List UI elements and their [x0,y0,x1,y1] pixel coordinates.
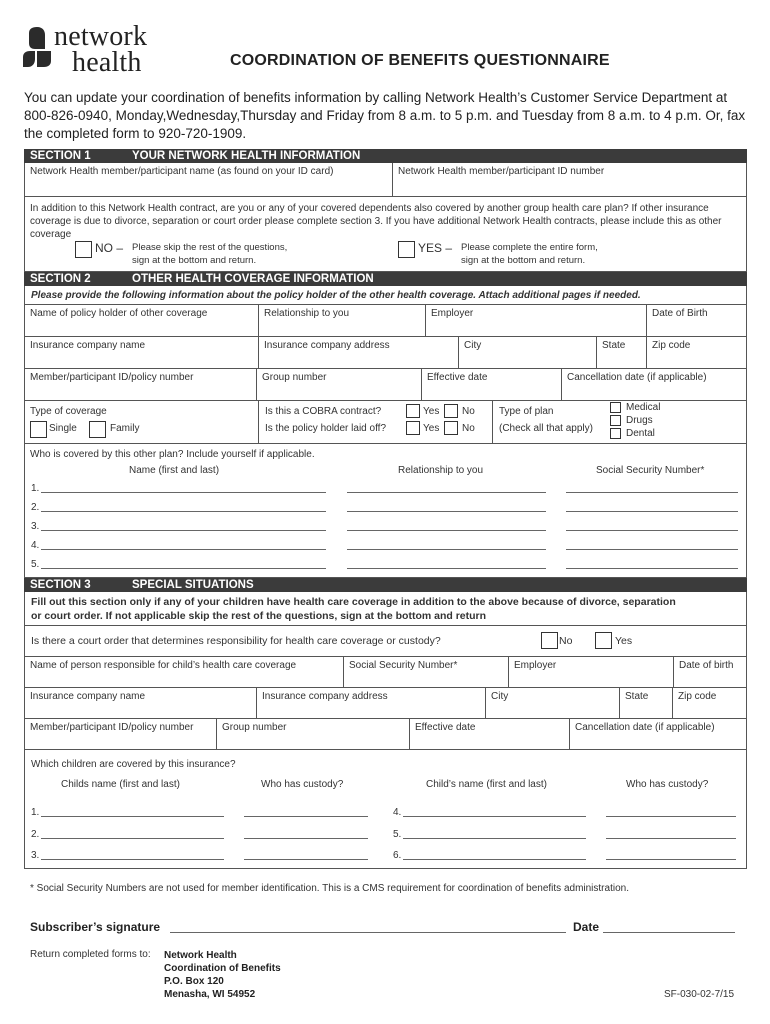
cobra-yes-label: Yes [423,406,440,417]
covered-ssn-line[interactable] [566,530,738,531]
child-name-line[interactable] [41,838,224,839]
court-yes-checkbox[interactable] [595,632,612,649]
responsible-name-field[interactable] [25,657,343,687]
logo-wordmark [54,21,148,78]
custody-line[interactable] [244,859,368,860]
s3-effective-label: Effective date [415,722,476,733]
member-policy-field[interactable] [25,369,256,400]
document-title: COORDINATION OF BENEFITS QUESTIONNAIRE [230,52,610,69]
zip-label: Zip code [652,340,691,351]
section2-title: OTHER HEALTH COVERAGE INFORMATION [132,273,374,285]
ssn-footnote: * Social Security Numbers are not used for member identification. This is a CMS requirement for coordination of benefits administration. [30,883,629,894]
member-name-field[interactable] [25,163,392,196]
group-field[interactable] [256,369,422,400]
intro-paragraph: You can update your coordination of benefits information by calling Network Health’s Customer Service Department at 800-826-0940, Monday,Wednesday,Thursday and Friday from 8 a.m. to 5 p.m. and Tuesday from 8 a.m. to 4 p.m. Or, fax the completed form to 920-720-1909. [24,90,746,141]
s3-member-field[interactable] [25,719,216,749]
medical-checkbox[interactable] [610,402,621,413]
child-name-line[interactable] [41,816,224,817]
s3-city-label: City [491,691,509,702]
group-label: Group number [262,372,327,383]
covered-name-line[interactable] [41,511,326,512]
date-label: Date [573,920,600,934]
ins-addr-label: Insurance company address [264,340,390,351]
covered-ssn-line[interactable] [566,568,738,569]
s3-member-label: Member/participant ID/policy number [30,722,194,733]
family-label: Family [110,423,140,434]
network-health-logo-icon [23,27,51,79]
single-checkbox[interactable] [30,421,47,438]
s3-city-field[interactable] [485,688,620,718]
col-child-header: Childs name (first and last) [61,779,180,790]
laid-off-yes-label: Yes [423,423,440,434]
date-line[interactable] [603,932,735,933]
yes-checkbox[interactable] [398,241,415,258]
dob-label: Date of Birth [652,308,708,319]
drugs-checkbox[interactable] [610,415,621,426]
laid-off-no-checkbox[interactable] [444,421,458,435]
type-plan-label: Type of plan [499,406,554,417]
child-name-line[interactable] [403,816,586,817]
cobra-yes-checkbox[interactable] [406,404,420,418]
section2-header [24,272,747,286]
col-custody-header: Who has custody? [261,779,344,790]
s3-instruction-2: or court order. If not applicable skip the rest of the questions, sign at the bottom and return [31,610,487,622]
s3-ins-name-label: Insurance company name [30,691,146,702]
form [24,149,747,869]
s3-group-field[interactable] [216,719,410,749]
policy-holder-field[interactable] [25,305,258,336]
s3-instruction-1: Fill out this section only if any of your children have health care coverage in addition to the above because of divorce, separation [31,596,676,608]
cobra-no-label: No [462,406,475,417]
section1-number: SECTION 1 [30,150,91,162]
s3-zip-label: Zip code [678,691,717,702]
form-code: SF-030-02-7/15 [664,989,735,1000]
row-number: 1. [31,483,40,494]
covered-name-line[interactable] [41,492,326,493]
covered-name-line[interactable] [41,530,326,531]
s2-row3 [24,369,747,401]
covered-rel-line[interactable] [347,530,546,531]
s3-ssn-label: Social Security Number* [349,660,458,671]
s3-court-order [24,626,747,657]
court-yes-label: Yes [615,635,633,647]
s2-row4 [24,401,747,444]
court-no-checkbox[interactable] [541,632,558,649]
member-policy-label: Member/participant ID/policy number [30,372,194,383]
member-id-label: Network Health member/participant ID number [398,166,605,177]
logo-line1: network [54,21,148,52]
medical-label: Medical [626,402,661,413]
yes-label: YES – [418,241,453,255]
dental-checkbox[interactable] [610,428,621,439]
laid-off-question: Is the policy holder laid off? [265,423,387,434]
s3-row2 [24,688,747,719]
family-checkbox[interactable] [89,421,106,438]
covered-rel-line[interactable] [347,568,546,569]
employer-label: Employer [431,308,474,319]
relationship-field[interactable] [258,305,426,336]
court-no-label: No [559,635,573,647]
s1-question-row [24,197,747,272]
s3-zip-field[interactable] [672,688,746,718]
covered-name-line[interactable] [41,549,326,550]
child-name-line[interactable] [403,859,586,860]
row-number: 2. [31,829,40,840]
type-plan-cell [492,401,746,443]
custody-line[interactable] [606,816,736,817]
court-order-question: Is there a court order that determines responsibility for health care coverage or custody? [31,635,441,647]
address-line: Menasha, WI 54952 [164,989,256,1000]
s2-covered-persons [24,444,747,578]
col-custody2-header: Who has custody? [626,779,709,790]
s3-ins-addr-field[interactable] [256,688,486,718]
s3-employer-label: Employer [514,660,557,671]
covered-rel-line[interactable] [347,511,546,512]
dental-label: Dental [626,428,655,439]
s3-effective-field[interactable] [409,719,570,749]
custody-line[interactable] [606,859,736,860]
drugs-label: Drugs [626,415,653,426]
state-label: State [602,340,626,351]
row-number: 4. [393,807,402,818]
type-coverage-label: Type of coverage [30,406,107,417]
member-id-field[interactable] [392,163,746,196]
s1-member-row [24,163,747,197]
cobra-cell [258,401,493,443]
s3-cancel-label: Cancellation date (if applicable) [575,722,715,733]
row-number: 1. [31,807,40,818]
no-checkbox[interactable] [75,241,92,258]
no-note1: Please skip the rest of the questions, [132,242,288,253]
ins-name-label: Insurance company name [30,340,146,351]
relationship-label: Relationship to you [264,308,350,319]
row-number: 4. [31,540,40,551]
dob-field[interactable] [646,305,746,336]
s3-dob-field[interactable] [673,657,746,687]
effective-label: Effective date [427,372,488,383]
col-child2-header: Child’s name (first and last) [426,779,547,790]
s3-group-label: Group number [222,722,287,733]
effective-field[interactable] [421,369,562,400]
cancel-field[interactable] [561,369,746,400]
child-name-line[interactable] [41,859,224,860]
type-coverage-cell [25,401,258,443]
s2-instructions [24,286,747,304]
laid-off-yes-checkbox[interactable] [406,421,420,435]
s2-instruction-text: Please provide the following information about the policy holder of the other health coverage. Attach additional pages if needed. [31,290,641,301]
row-number: 6. [393,850,402,861]
cancel-label: Cancellation date (if applicable) [567,372,707,383]
row-number: 3. [31,521,40,532]
address-line: Network Health [164,950,237,961]
col-ssn-header: Social Security Number* [596,465,705,476]
row-number: 3. [31,850,40,861]
s3-ins-addr-label: Insurance company address [262,691,388,702]
section3-header [24,578,747,592]
city-label: City [464,340,482,351]
s3-employer-field[interactable] [508,657,674,687]
child-name-line[interactable] [403,838,586,839]
covered-ssn-line[interactable] [566,549,738,550]
covered-rel-line[interactable] [347,492,546,493]
logo-line2: health [72,47,142,78]
covered-rel-line[interactable] [347,549,546,550]
signature-line[interactable] [170,932,566,933]
section1-header [24,149,747,163]
employer-field[interactable] [425,305,647,336]
yes-note2: sign at the bottom and return. [461,255,586,266]
s3-ssn-field[interactable] [343,657,509,687]
row-number: 5. [393,829,402,840]
s3-instructions [24,592,747,626]
section1-title: YOUR NETWORK HEALTH INFORMATION [132,150,361,162]
zip-field[interactable] [646,337,746,368]
col-name-header: Name (first and last) [129,465,220,476]
other-coverage-question: In addition to this Network Health contract, are you or any of your covered dependents also covered by another group health care plan? If other insurance coverage is due to divorce, separation or court order please complete section 3. If you have additional Network Health contracts, please include this as other coverage [30,203,722,240]
signature-label: Subscriber’s signature [30,920,161,934]
s3-ins-name-field[interactable] [25,688,256,718]
row-number: 2. [31,502,40,513]
city-field[interactable] [458,337,597,368]
cobra-no-checkbox[interactable] [444,404,458,418]
policy-holder-label: Name of policy holder of other coverage [30,308,208,319]
row-number: 5. [31,559,40,570]
ins-name-field[interactable] [25,337,258,368]
address-line: P.O. Box 120 [164,976,224,987]
s3-children [24,750,747,869]
covered-name-line[interactable] [41,568,326,569]
ins-addr-field[interactable] [258,337,459,368]
return-address [164,949,281,1001]
state-field[interactable] [596,337,647,368]
laid-off-no-label: No [462,423,475,434]
custody-line[interactable] [244,838,368,839]
custody-line[interactable] [606,838,736,839]
s2-row2 [24,337,747,369]
single-label: Single [49,423,77,434]
check-all-label: (Check all that apply) [499,423,593,434]
section3-number: SECTION 3 [30,579,91,591]
s3-state-field[interactable] [619,688,673,718]
s3-state-label: State [625,691,649,702]
no-label: NO – [95,241,124,255]
yes-note1: Please complete the entire form, [461,242,598,253]
s3-dob-label: Date of birth [679,660,734,671]
no-note2: sign at the bottom and return. [132,255,257,266]
s3-row3 [24,719,747,750]
custody-line[interactable] [244,816,368,817]
s2-row1 [24,304,747,337]
return-label: Return completed forms to: [30,949,151,960]
col-rel-header: Relationship to you [398,465,484,476]
who-covered-label: Who is covered by this other plan? Include yourself if applicable. [30,449,315,460]
responsible-name-label: Name of person responsible for child’s health care coverage [30,660,297,671]
section2-number: SECTION 2 [30,273,91,285]
covered-ssn-line[interactable] [566,511,738,512]
covered-ssn-line[interactable] [566,492,738,493]
which-children-label: Which children are covered by this insurance? [31,759,236,770]
address-line: Coordination of Benefits [164,963,281,974]
section3-title: SPECIAL SITUATIONS [132,579,254,591]
member-name-label: Network Health member/participant name (as found on your ID card) [30,166,334,177]
s3-row1 [24,657,747,688]
cobra-question: Is this a COBRA contract? [265,406,382,417]
s3-cancel-field[interactable] [569,719,746,749]
